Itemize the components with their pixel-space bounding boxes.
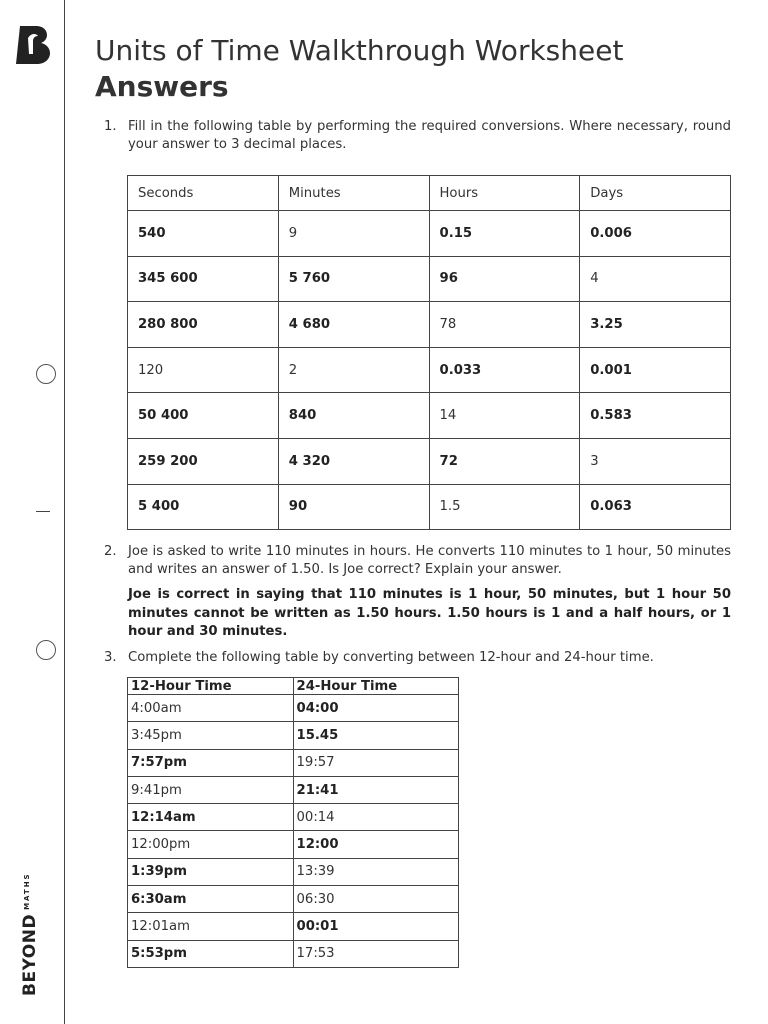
table-cell: 0.001 bbox=[580, 347, 731, 393]
table-cell: 9 bbox=[278, 211, 429, 257]
header-12-hour: 12-Hour Time bbox=[128, 678, 294, 695]
table-row bbox=[128, 256, 731, 302]
table-cell: 15.45 bbox=[293, 722, 458, 749]
table-cell: 9:41pm bbox=[128, 776, 294, 803]
brand-name: BEYOND bbox=[20, 913, 40, 996]
header-seconds: Seconds bbox=[128, 176, 279, 211]
table-row bbox=[128, 913, 459, 940]
question-2-text: Joe is asked to write 110 minutes in hours. He converts 110 minutes to 1 hour, 50 minutes and writes an answer of 1.50. Is Joe correct? Explain your answer. bbox=[128, 544, 731, 577]
table-row bbox=[128, 302, 731, 348]
question-1 bbox=[104, 118, 731, 154]
table-cell: 06:30 bbox=[293, 886, 458, 913]
table-cell: 4:00am bbox=[128, 695, 294, 722]
question-1-number: 1. bbox=[104, 119, 117, 134]
table-cell: 90 bbox=[278, 484, 429, 530]
table-cell: 120 bbox=[128, 347, 279, 393]
question-3-text: Complete the following table by converting between 12-hour and 24-hour time. bbox=[128, 650, 654, 665]
table-cell: 2 bbox=[278, 347, 429, 393]
table-cell: 04:00 bbox=[293, 695, 458, 722]
table-cell: 5:53pm bbox=[128, 940, 294, 967]
table-cell: 540 bbox=[128, 211, 279, 257]
table-cell: 1:39pm bbox=[128, 858, 294, 885]
table-cell: 0.583 bbox=[580, 393, 731, 439]
table-cell: 4 320 bbox=[278, 438, 429, 484]
table-row bbox=[128, 695, 459, 722]
beyond-b-logo-icon bbox=[14, 24, 52, 66]
table-header-row bbox=[128, 176, 731, 211]
table-cell: 3:45pm bbox=[128, 722, 294, 749]
table-cell: 17:53 bbox=[293, 940, 458, 967]
table-row bbox=[128, 393, 731, 439]
table-cell: 00:01 bbox=[293, 913, 458, 940]
table-row bbox=[128, 886, 459, 913]
table-cell: 19:57 bbox=[293, 749, 458, 776]
table-cell: 5 400 bbox=[128, 484, 279, 530]
table-cell: 12:00 bbox=[293, 831, 458, 858]
question-2-number: 2. bbox=[104, 544, 117, 559]
header-minutes: Minutes bbox=[278, 176, 429, 211]
table-cell: 21:41 bbox=[293, 776, 458, 803]
table-cell: 96 bbox=[429, 256, 580, 302]
question-2 bbox=[104, 543, 731, 579]
table-cell: 78 bbox=[429, 302, 580, 348]
table-header-row bbox=[128, 678, 459, 695]
table-cell: 14 bbox=[429, 393, 580, 439]
table-cell: 00:14 bbox=[293, 804, 458, 831]
table-row bbox=[128, 749, 459, 776]
header-24-hour: 24-Hour Time bbox=[293, 678, 458, 695]
table-cell: 13:39 bbox=[293, 858, 458, 885]
page-subtitle: Answers bbox=[95, 70, 229, 103]
table-cell: 0.15 bbox=[429, 211, 580, 257]
table-cell: 0.063 bbox=[580, 484, 731, 530]
table-cell: 12:00pm bbox=[128, 831, 294, 858]
table-row bbox=[128, 211, 731, 257]
table-cell: 840 bbox=[278, 393, 429, 439]
table-row bbox=[128, 776, 459, 803]
table-row bbox=[128, 940, 459, 967]
table-cell: 4 680 bbox=[278, 302, 429, 348]
table-row bbox=[128, 347, 731, 393]
table-cell: 50 400 bbox=[128, 393, 279, 439]
question-2-answer: Joe is correct in saying that 110 minutes is 1 hour, 50 minutes, but 1 hour 50 minutes cannot be written as 1.50 hours. 1.50 hours is 1 and a half hours, or 1 hour and 30 minutes. bbox=[128, 587, 731, 639]
fold-mark bbox=[36, 511, 50, 512]
question-3-number: 3. bbox=[104, 650, 117, 665]
brand-suffix: MATHS bbox=[23, 872, 31, 910]
binder-hole-top bbox=[36, 364, 56, 384]
table-cell: 7:57pm bbox=[128, 749, 294, 776]
table-row bbox=[128, 804, 459, 831]
table-cell: 259 200 bbox=[128, 438, 279, 484]
table-cell: 345 600 bbox=[128, 256, 279, 302]
table-cell: 1.5 bbox=[429, 484, 580, 530]
table-cell: 3.25 bbox=[580, 302, 731, 348]
twelve-twentyfour-hour-table bbox=[127, 677, 459, 968]
table-cell: 12:01am bbox=[128, 913, 294, 940]
table-cell: 5 760 bbox=[278, 256, 429, 302]
table-cell: 0.006 bbox=[580, 211, 731, 257]
question-3 bbox=[104, 649, 731, 667]
page-title: Units of Time Walkthrough Worksheet bbox=[95, 34, 624, 67]
table-row bbox=[128, 858, 459, 885]
table-row bbox=[128, 484, 731, 530]
margin-line bbox=[64, 0, 65, 1024]
table-cell: 4 bbox=[580, 256, 731, 302]
binder-hole-bottom bbox=[36, 640, 56, 660]
question-1-text: Fill in the following table by performing the required conversions. Where necessary, round your answer to 3 decimal places. bbox=[128, 119, 731, 152]
table-cell: 12:14am bbox=[128, 804, 294, 831]
table-cell: 72 bbox=[429, 438, 580, 484]
table-cell: 3 bbox=[580, 438, 731, 484]
table-cell: 280 800 bbox=[128, 302, 279, 348]
header-hours: Hours bbox=[429, 176, 580, 211]
table-cell: 6:30am bbox=[128, 886, 294, 913]
seconds-minutes-hours-days-table bbox=[127, 175, 731, 530]
brand-wordmark bbox=[20, 872, 40, 996]
header-days: Days bbox=[580, 176, 731, 211]
table-row bbox=[128, 438, 731, 484]
table-row bbox=[128, 831, 459, 858]
table-cell: 0.033 bbox=[429, 347, 580, 393]
table-row bbox=[128, 722, 459, 749]
